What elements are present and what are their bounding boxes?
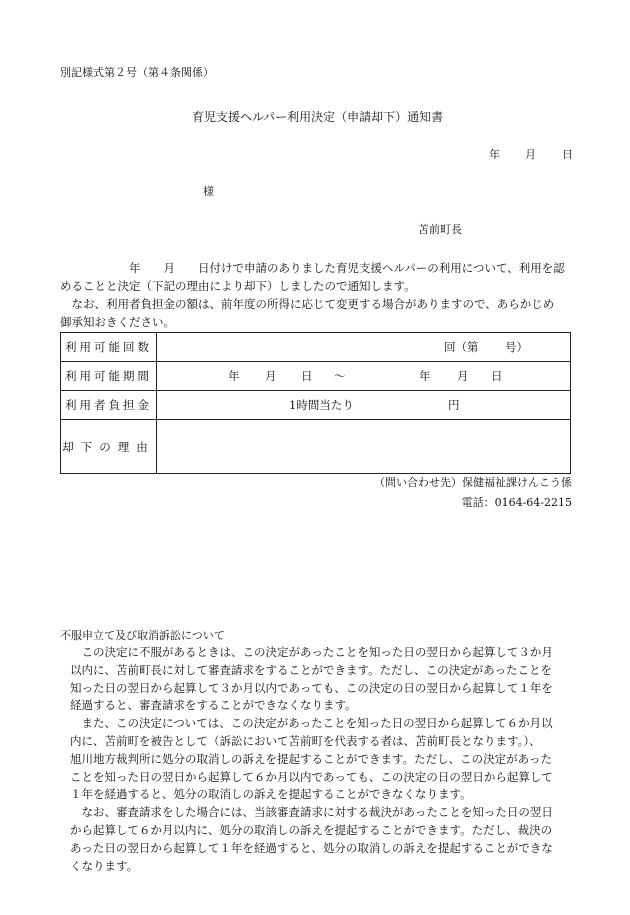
appeal-line: この決定に不服があるときは、この決定があったことを知った日の翌日から起算して３か月 — [70, 645, 553, 659]
body-paragraph-2 — [60, 295, 554, 331]
contact-department: （問い合わせ先）保健福祉課けんこう係 — [374, 476, 572, 489]
appeal-line: １年を経過すると、処分の取消しの訴えを提起することができなくなります。 — [70, 787, 472, 802]
appeal-line: あった日の翌日から起算して１年を経過すると、処分の取消しの訴えを提起することができな — [70, 840, 553, 855]
info-table — [60, 332, 571, 474]
appeal-line: 以内に、苫前町長に対して審査請求をすることができます。ただし、この決定があったことを — [70, 662, 552, 677]
table-row — [61, 420, 571, 474]
period-end-day: 日 — [491, 369, 503, 383]
appeal-text — [70, 644, 553, 875]
form-id: 別記様式第２号（第４条関係） — [60, 66, 214, 79]
table-row — [61, 333, 571, 362]
body-line: めることと決定（下記の理由により却下）しましたので通知します。 — [60, 279, 416, 293]
row-label-count: 利用可能回数 — [61, 333, 157, 362]
count-unit: 回（第 — [444, 340, 479, 354]
appeal-line: 知った日の翌日から起算して３か月以内であっても、この決定の日の翌日から起算して１年を — [70, 680, 553, 695]
period-start-year: 年 — [228, 369, 240, 383]
recipient-suffix: 様 — [203, 185, 214, 198]
appeal-line: 旭川地方裁判所に処分の取消しの訴えを提起することができます。ただし、この決定があった — [70, 751, 552, 766]
period-start-day: 日 — [301, 369, 313, 383]
table-row — [61, 391, 571, 420]
fee-value-cell — [157, 391, 571, 420]
row-label-reason: 却下の理由 — [61, 420, 157, 474]
body-line: 年 月 日付けで申請のありました育児支援ヘルパーの利用について、利用を認 — [60, 261, 565, 275]
period-end-year: 年 — [419, 369, 431, 383]
appeal-line: ことを知った日の翌日から起算して６か月以内であっても、この決定の日の翌日から起算して — [70, 769, 553, 784]
appeal-heading: 不服申立て及び取消訴訟について — [60, 629, 225, 642]
table-row — [61, 362, 571, 391]
count-number-close: 号） — [505, 340, 528, 354]
body-line: なお、利用者負担金の額は、前年度の所得に応じて変更する場合がありますので、あらかじめ — [60, 297, 555, 311]
period-start-month: 月 — [265, 369, 277, 383]
body-line: 御承知おきください。 — [60, 315, 175, 329]
period-end-month: 月 — [457, 369, 469, 383]
appeal-line: なお、審査請求をした場合には、当該審査請求に対する裁決があったことを知った日の翌日 — [70, 805, 553, 820]
period-range-tilde: ～ — [334, 369, 346, 383]
appeal-line: また、この決定については、この決定があったことを知った日の翌日から起算して６か月以 — [70, 716, 553, 731]
reason-value-cell — [157, 420, 571, 474]
appeal-line: くなります。 — [70, 858, 139, 873]
row-label-period: 利用可能期間 — [61, 362, 157, 391]
fee-yen-unit: 円 — [448, 398, 460, 412]
count-value-cell — [157, 333, 571, 362]
appeal-line: から起算して６か月以内に、処分の取消しの訴えを提起することができます。ただし、裁決の — [70, 822, 553, 837]
appeal-line: 経過すると、審査請求をすることができなくなります。 — [70, 698, 357, 713]
body-paragraph-1 — [60, 259, 565, 295]
document-title: 育児支援ヘルパー利用決定（申請却下）通知書 — [192, 110, 444, 124]
date-year-label: 年 — [489, 148, 500, 161]
date-day-label: 日 — [562, 148, 573, 161]
appeal-line: 内に、苫前町を被告として（訴訟において苫前町を代表する者は、苫前町長となります。）、 — [70, 733, 541, 748]
fee-per-hour: 1時間当たり — [289, 398, 354, 412]
period-value-cell — [157, 362, 571, 391]
issuer: 苫前町長 — [418, 223, 462, 236]
date-month-label: 月 — [525, 148, 536, 161]
row-label-fee: 利用者負担金 — [61, 391, 157, 420]
contact-phone: 電話：0164-64-2215 — [461, 496, 572, 509]
